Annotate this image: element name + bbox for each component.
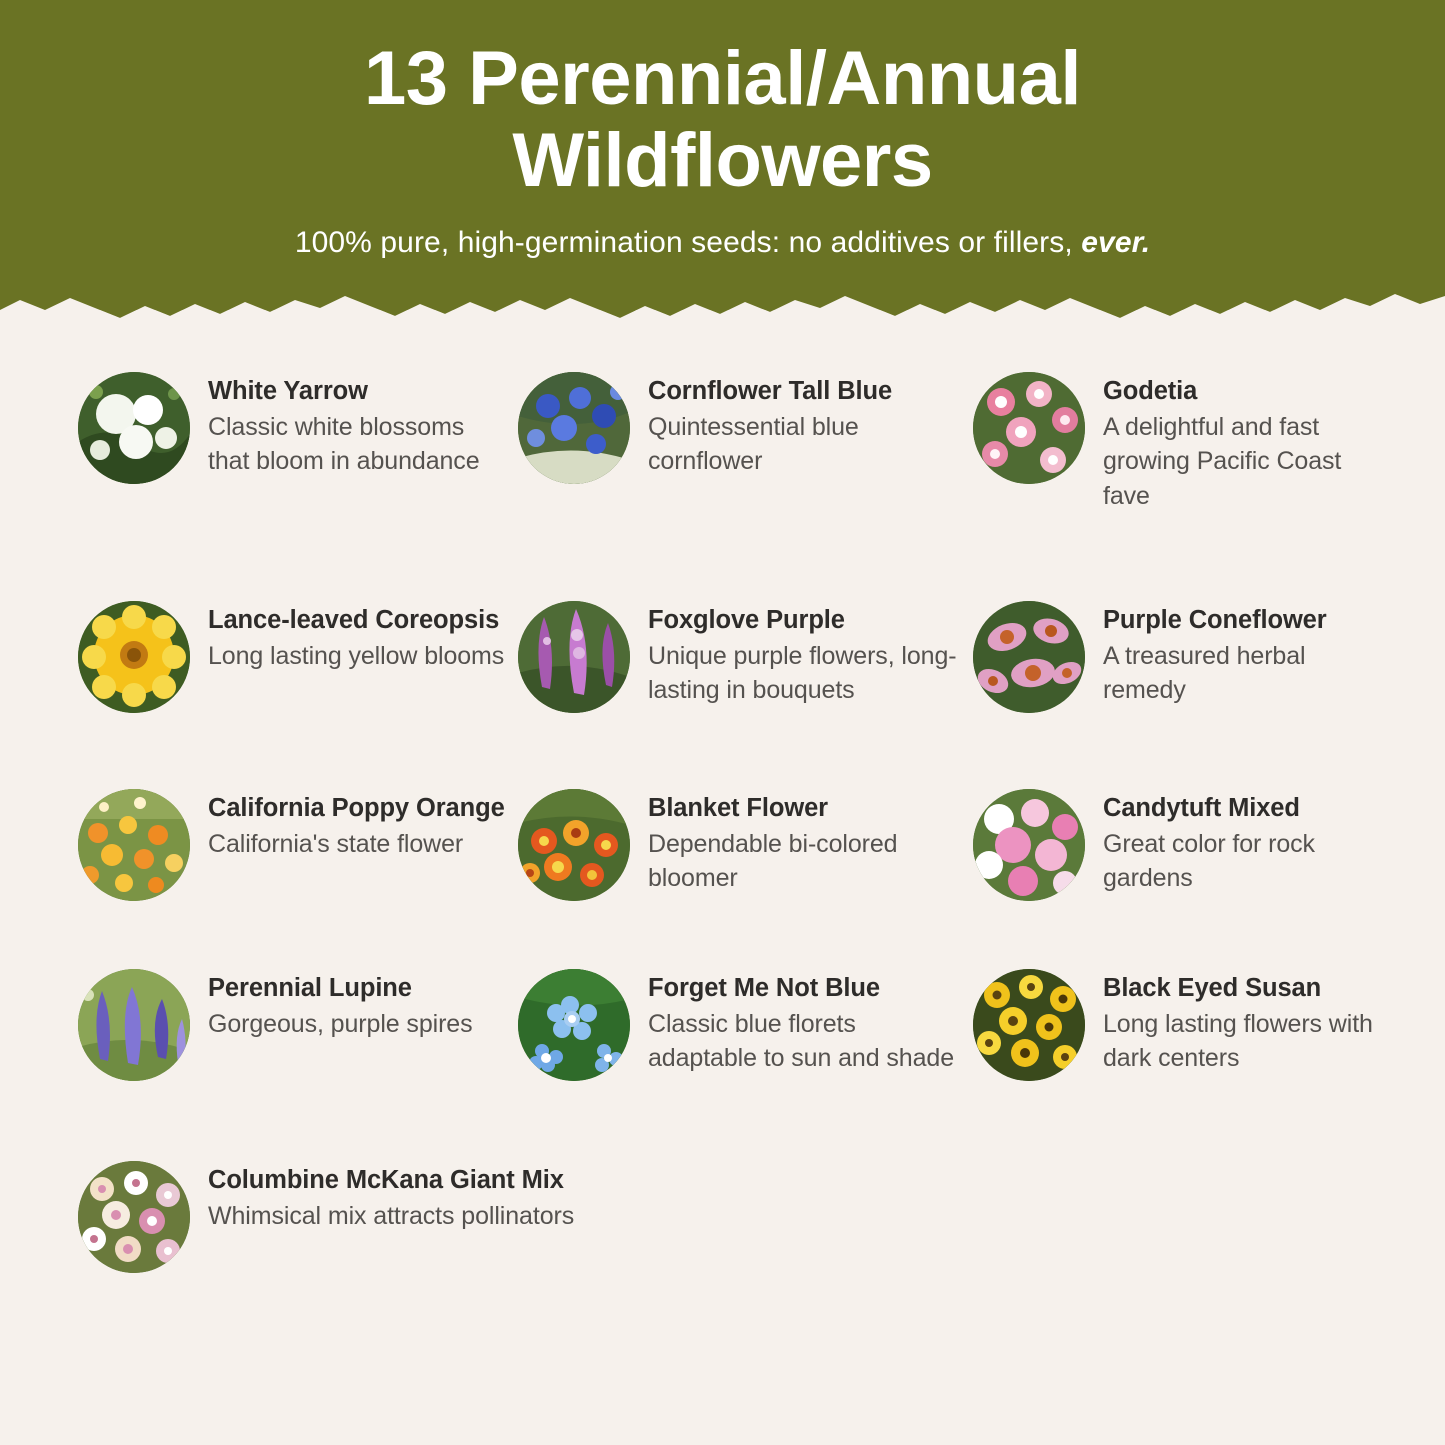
flower-description: A treasured herbal remedy [1103, 641, 1306, 705]
flower-row [78, 372, 1379, 513]
flower-name: Godetia [1103, 377, 1198, 405]
flower-description: Long lasting flowers with dark centers [1103, 1009, 1373, 1073]
flower-description: Great color for rock gardens [1103, 829, 1315, 893]
flower-name: Purple Coneflower [1103, 606, 1327, 635]
flower-name: Black Eyed Susan [1103, 974, 1322, 1003]
flower-row [78, 1161, 1379, 1273]
flower-item-forget-me-not-blue[interactable] [518, 969, 973, 1081]
blanket-flower-photo [518, 789, 630, 901]
california-poppy-orange-photo [78, 789, 190, 901]
flower-text [1103, 601, 1379, 708]
flower-text [1103, 789, 1379, 896]
header-banner [0, 0, 1445, 310]
flower-description: Long lasting yellow blooms [208, 641, 505, 670]
page-title: 13 Perennial/Annual Wildflowers [364, 36, 1081, 204]
flower-text [648, 969, 963, 1076]
flower-name: White Yarrow [208, 377, 368, 405]
forget-me-not-blue-photo [518, 969, 630, 1081]
flower-description: Classic white blossoms that bloom in abundance [208, 412, 480, 476]
flower-description: Gorgeous, purple spires [208, 1009, 473, 1038]
flower-text [208, 372, 508, 479]
flower-text [1103, 969, 1379, 1076]
flower-description: Unique purple flowers, long-lasting in bouquets [648, 641, 957, 705]
header-subtitle-text: 100% pure, high-germination seeds: no additives or fillers, [294, 226, 1082, 260]
flower-text [648, 789, 963, 896]
foxglove-purple-photo [518, 601, 630, 713]
flower-description: Dependable bi-colored bloomer [648, 829, 898, 893]
flower-item-foxglove-purple[interactable] [518, 601, 973, 713]
flower-text [208, 789, 505, 861]
flower-name: California Poppy Orange [208, 794, 505, 823]
candytuft-mixed-photo [973, 789, 1085, 901]
flower-item-candytuft-mixed[interactable] [973, 789, 1379, 901]
flower-item-california-poppy-orange[interactable] [78, 789, 518, 901]
flower-name: Foxglove Purple [648, 606, 845, 635]
flower-name: Blanket Flower [648, 794, 828, 823]
flower-item-white-yarrow[interactable] [78, 372, 518, 513]
flower-item-purple-coneflower[interactable] [973, 601, 1379, 713]
purple-coneflower-photo [973, 601, 1085, 713]
flower-text [648, 601, 963, 708]
flower-description: Quintessential blue cornflower [648, 412, 859, 476]
white-yarrow-photo [78, 372, 190, 484]
header-subtitle-emphasis: ever. [1081, 226, 1151, 260]
lance-leaved-coreopsis-photo [78, 601, 190, 713]
header-subtitle [60, 226, 1385, 260]
flower-description: A delightful and fast growing Pacific Coast fave [1103, 412, 1342, 510]
flower-row [78, 969, 1379, 1081]
columbine-mckana-giant-mix-photo [78, 1161, 190, 1273]
perennial-lupine-photo [78, 969, 190, 1081]
flower-text [1103, 372, 1379, 513]
flower-name: Candytuft Mixed [1103, 794, 1300, 823]
flower-item-black-eyed-susan[interactable] [973, 969, 1379, 1081]
flower-item-cornflower-tall-blue[interactable] [518, 372, 973, 513]
flower-text [208, 1161, 574, 1233]
flower-name: Forget Me Not Blue [648, 974, 880, 1003]
flower-name: Columbine McKana Giant Mix [208, 1166, 564, 1195]
flower-text [208, 969, 473, 1041]
flower-name: Perennial Lupine [208, 974, 412, 1003]
flower-item-blanket-flower[interactable] [518, 789, 973, 901]
godetia-photo [973, 372, 1085, 484]
flower-item-lance-leaved-coreopsis[interactable] [78, 601, 518, 713]
flower-text [648, 372, 963, 479]
flower-description: California's state flower [208, 829, 464, 858]
flower-list [0, 372, 1445, 1273]
flower-item-godetia[interactable] [973, 372, 1379, 513]
flower-text [208, 601, 504, 673]
flower-row [78, 601, 1379, 713]
cornflower-tall-blue-photo [518, 372, 630, 484]
flower-name: Cornflower Tall Blue [648, 377, 893, 405]
flower-row [78, 789, 1379, 901]
flower-name: Lance-leaved Coreopsis [208, 606, 500, 635]
black-eyed-susan-photo [973, 969, 1085, 1081]
flower-item-perennial-lupine[interactable] [78, 969, 518, 1081]
flower-item-columbine-mckana-giant-mix[interactable] [78, 1161, 978, 1273]
flower-description: Classic blue florets adaptable to sun and shade [648, 1009, 954, 1073]
flower-description: Whimsical mix attracts pollinators [208, 1201, 575, 1230]
